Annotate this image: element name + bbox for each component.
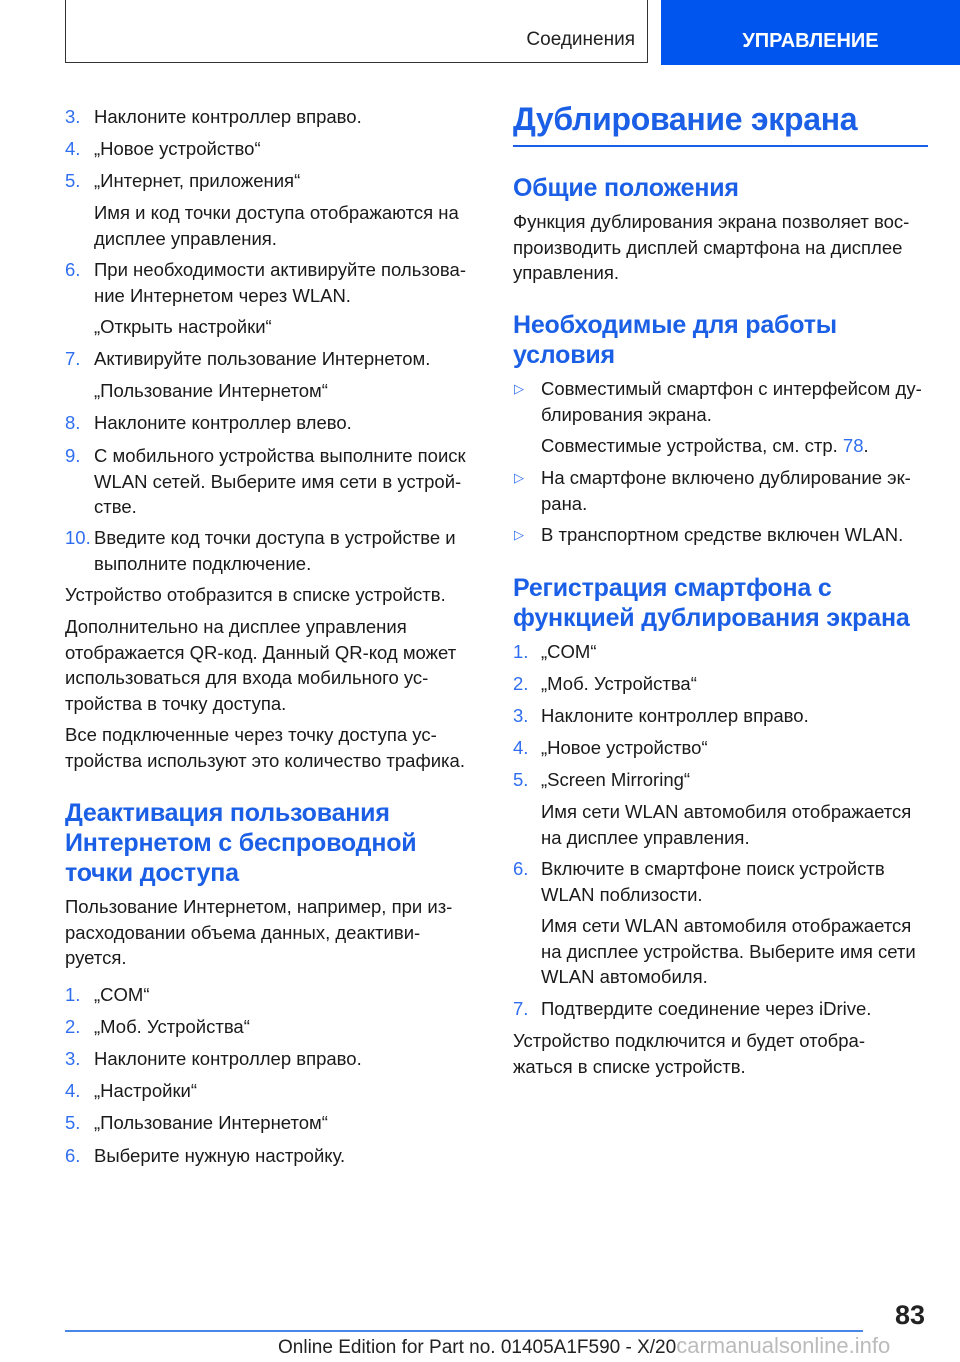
step-number: 5. <box>65 170 81 191</box>
footer-text <box>278 1333 890 1359</box>
step-number: 4. <box>65 138 81 159</box>
step-text: Наклоните контроллер вправо. <box>541 705 809 726</box>
footer-divider <box>65 1330 863 1332</box>
requirement-text <box>541 465 911 516</box>
step-number: 6. <box>513 858 529 879</box>
requirement-label: На смартфоне включено дублирование эк- рана. <box>541 467 911 514</box>
step-note: „Пользование Интернетом“ <box>94 380 328 401</box>
step-number: 2. <box>513 673 529 694</box>
step-text: С мобильного устройства выполните поиск WLAN сетей. Выберите имя сети в устрой- стве. <box>94 445 466 517</box>
step-text: „Новое устройство“ <box>541 737 708 758</box>
step-note: Имя сети WLAN автомобиля отображается на дисплее управления. <box>541 801 912 848</box>
step-number: 10. <box>65 527 91 548</box>
step-number: 7. <box>65 348 81 369</box>
step-text: „Новое устройство“ <box>94 138 261 159</box>
step-note: Имя и код точки доступа отображаются на дисплее управления. <box>94 202 459 249</box>
requirement-label: Совместимый смартфон с интерфейсом ду- блирования экрана. <box>541 378 922 425</box>
step-number: 4. <box>513 737 529 758</box>
step-text: Наклоните контроллер вправо. <box>94 106 362 127</box>
step-text: При необходимости активируйте пользова- ние Интернетом через WLAN. <box>94 259 466 306</box>
header-section-box <box>65 0 648 63</box>
paragraph: Пользование Интернетом, например, при из- расходовании объема данных, деактиви- руется. <box>65 896 453 968</box>
step-text: Подтвердите соединение через iDrive. <box>541 998 872 1019</box>
page-link[interactable]: 78 <box>842 435 864 456</box>
title-underline <box>513 145 928 147</box>
step-text: „Пользование Интернетом“ <box>94 1112 328 1133</box>
step-number: 2. <box>65 1016 81 1037</box>
step-number: 5. <box>513 769 529 790</box>
step-number: 9. <box>65 445 81 466</box>
period: . <box>863 435 869 456</box>
bullet-triangle-icon: ▷ <box>514 527 524 542</box>
step-note: „Открыть настройки“ <box>94 316 272 337</box>
paragraph: Дополнительно на дисплее управления отображается QR-код. Данный QR-код может использоваться для входа мобильного ус- тройства в точку доступа. <box>65 616 457 714</box>
step-text: „Моб. Устройства“ <box>541 673 697 694</box>
step-number: 7. <box>513 998 529 1019</box>
step-text: Включите в смартфоне поиск устройств WLAN поблизости. <box>541 858 885 905</box>
step-text: Введите код точки доступа в устройстве и выполните подключение. <box>94 527 456 574</box>
step-number: 4. <box>65 1080 81 1101</box>
step-number: 6. <box>65 259 81 280</box>
header-chapter-tab[interactable]: УПРАВЛЕНИЕ <box>661 0 960 65</box>
step-number: 3. <box>65 1048 81 1069</box>
section-heading: Деактивация пользования Интернетом с беспроводной точки доступа <box>65 799 417 887</box>
step-text: „Интернет, приложения“ <box>94 170 301 191</box>
step-note: Имя сети WLAN автомобиля отображается на дисплее устройства. Выберите имя сети WLAN автомобиля. <box>541 915 916 987</box>
step-number: 1. <box>65 984 81 1005</box>
step-number: 3. <box>513 705 529 726</box>
step-text: Наклоните контроллер влево. <box>94 412 352 433</box>
paragraph: Устройство подключится и будет отобра- жаться в списке устройств. <box>513 1030 865 1077</box>
step-text: Наклоните контроллер вправо. <box>94 1048 362 1069</box>
requirement-label: В транспортном средстве включен WLAN. <box>541 524 904 545</box>
step-text: „Настройки“ <box>94 1080 198 1101</box>
paragraph: Устройство отобразится в списке устройств. <box>65 584 446 605</box>
requirement-text <box>541 433 869 459</box>
step-number: 8. <box>65 412 81 433</box>
paragraph: Функция дублирования экрана позволяет вос- производить дисплей смартфона на дисплее управления. <box>513 211 910 283</box>
step-number: 5. <box>65 1112 81 1133</box>
bullet-triangle-icon: ▷ <box>514 381 524 396</box>
footer-edition: Online Edition for Part no. 01405A1F590 - X/20 <box>278 1337 677 1358</box>
step-number: 6. <box>65 1145 81 1166</box>
step-text: „Моб. Устройства“ <box>94 1016 250 1037</box>
step-number: 3. <box>65 106 81 127</box>
step-number: 1. <box>513 641 529 662</box>
requirement-label: Совместимые устройства, см. стр. <box>541 435 843 456</box>
watermark: carmanualsonline.info <box>676 1333 891 1358</box>
step-text: „COM“ <box>94 984 150 1005</box>
requirement-text <box>541 376 922 427</box>
step-text: „Screen Mirroring“ <box>541 769 691 790</box>
page-number: 83 <box>895 1300 926 1330</box>
section-heading: Общие положения <box>513 174 739 202</box>
section-heading: Необходимые для работы условия <box>513 311 837 369</box>
header-section-title: Соединения <box>526 29 635 50</box>
paragraph: Все подключенные через точку доступа ус- тройства используют это количество трафика. <box>65 724 465 771</box>
page-title: Дублирование экрана <box>513 101 858 137</box>
requirement-text <box>541 522 903 548</box>
step-text: „COM“ <box>541 641 597 662</box>
step-text: Выберите нужную настройку. <box>94 1145 346 1166</box>
bullet-triangle-icon: ▷ <box>514 470 524 485</box>
step-text: Активируйте пользование Интернетом. <box>94 348 431 369</box>
section-heading: Регистрация смартфона с функцией дублирования экрана <box>513 574 910 632</box>
